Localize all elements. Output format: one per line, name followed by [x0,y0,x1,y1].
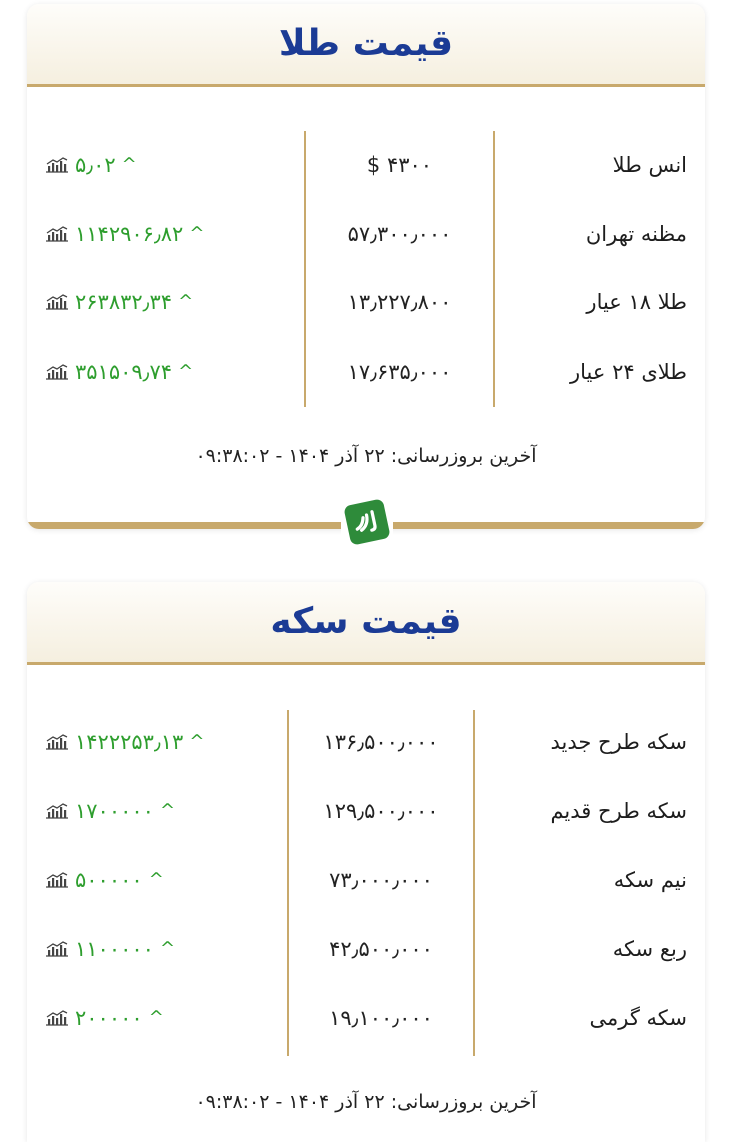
table-row [27,860,705,900]
bar-chart-icon[interactable] [45,226,69,242]
coin-price-card [27,582,705,1142]
bar-chart-icon[interactable] [45,734,69,750]
item-price: ۴۲٫۵۰۰٫۰۰۰ [329,937,433,961]
item-price: ۵۷٫۳۰۰٫۰۰۰ [347,222,452,246]
table-row [27,791,705,831]
item-change [45,282,193,322]
item-price: ۴۳۰۰ $ [366,153,433,177]
chevron-up-icon: ^ [178,291,194,312]
chevron-up-icon: ^ [148,1007,164,1028]
bar-chart-icon[interactable] [45,872,69,888]
item-change [45,145,137,185]
change-value: ۲۶۳۸۳۲٫۳۴ [75,290,173,314]
bar-chart-icon[interactable] [45,294,69,310]
item-name: سکه طرح قدیم [550,799,687,823]
change-value: ۵۰۰۰۰۰ [75,868,143,892]
gold-card-header [27,4,705,87]
item-name: طلا ۱۸ عیار [586,290,687,314]
table-row [27,929,705,969]
table-row [27,352,705,392]
item-name: مظنه تهران [585,222,687,246]
item-change [45,722,204,762]
item-price: ۱۷٫۶۳۵٫۰۰۰ [347,360,452,384]
last-updated: آخرین بروزرسانی: ۲۲ آذر ۱۴۰۴ - ۰۹:۳۸:۰۲ [195,445,537,467]
change-value: ۱۷۰۰۰۰۰ [75,799,154,823]
bar-chart-icon[interactable] [45,803,69,819]
item-name: سکه گرمی [589,1006,687,1030]
gold-card-title: قیمت طلا [278,23,454,64]
bar-chart-icon[interactable] [45,157,69,173]
chevron-up-icon: ^ [148,869,164,890]
item-price: ۱۲۹٫۵۰۰٫۰۰۰ [323,799,439,823]
change-value: ۱۱۴۲۹۰۶٫۸۲ [75,222,184,246]
bar-chart-icon[interactable] [45,364,69,380]
item-change [45,860,164,900]
last-updated: آخرین بروزرسانی: ۲۲ آذر ۱۴۰۴ - ۰۹:۳۸:۰۲ [195,1091,537,1113]
item-price: ۱۳۶٫۵۰۰٫۰۰۰ [323,730,439,754]
item-change [45,214,204,254]
item-change [45,998,164,1038]
chevron-up-icon: ^ [159,938,176,959]
item-price: ۱۳٫۲۲۷٫۸۰۰ [347,290,452,314]
table-row [27,998,705,1038]
item-price: ۱۹٫۱۰۰٫۰۰۰ [329,1006,433,1030]
change-value: ۲۰۰۰۰۰ [75,1006,143,1030]
change-value: ۵٫۰۲ [75,153,116,177]
item-name: طلای ۲۴ عیار [569,360,687,384]
chevron-up-icon: ^ [189,731,205,752]
coin-card-title: قیمت سکه [270,601,462,642]
change-value: ۱۱۰۰۰۰۰ [75,937,154,961]
chevron-up-icon: ^ [159,800,176,821]
item-change [45,929,175,969]
item-name: ربع سکه [612,937,687,961]
item-change [45,791,175,831]
chevron-up-icon: ^ [189,223,205,244]
bar-chart-icon[interactable] [45,941,69,957]
chevron-up-icon: ^ [121,154,137,175]
table-row [27,282,705,322]
raja-logo [338,493,396,551]
table-row [27,214,705,254]
bar-chart-icon[interactable] [45,1010,69,1026]
item-price: ۷۳٫۰۰۰٫۰۰۰ [329,868,433,892]
item-name: نیم سکه [613,868,687,892]
change-value: ۱۴۲۲۲۵۳٫۱۳ [75,730,184,754]
item-change [45,352,193,392]
table-row [27,145,705,185]
item-name: انس طلا [612,153,687,177]
table-row [27,722,705,762]
gold-price-card [27,4,705,529]
coin-card-header [27,582,705,665]
change-value: ۳۵۱۵۰۹٫۷۴ [75,360,173,384]
chevron-up-icon: ^ [178,361,194,382]
item-name: سکه طرح جدید [550,730,687,754]
